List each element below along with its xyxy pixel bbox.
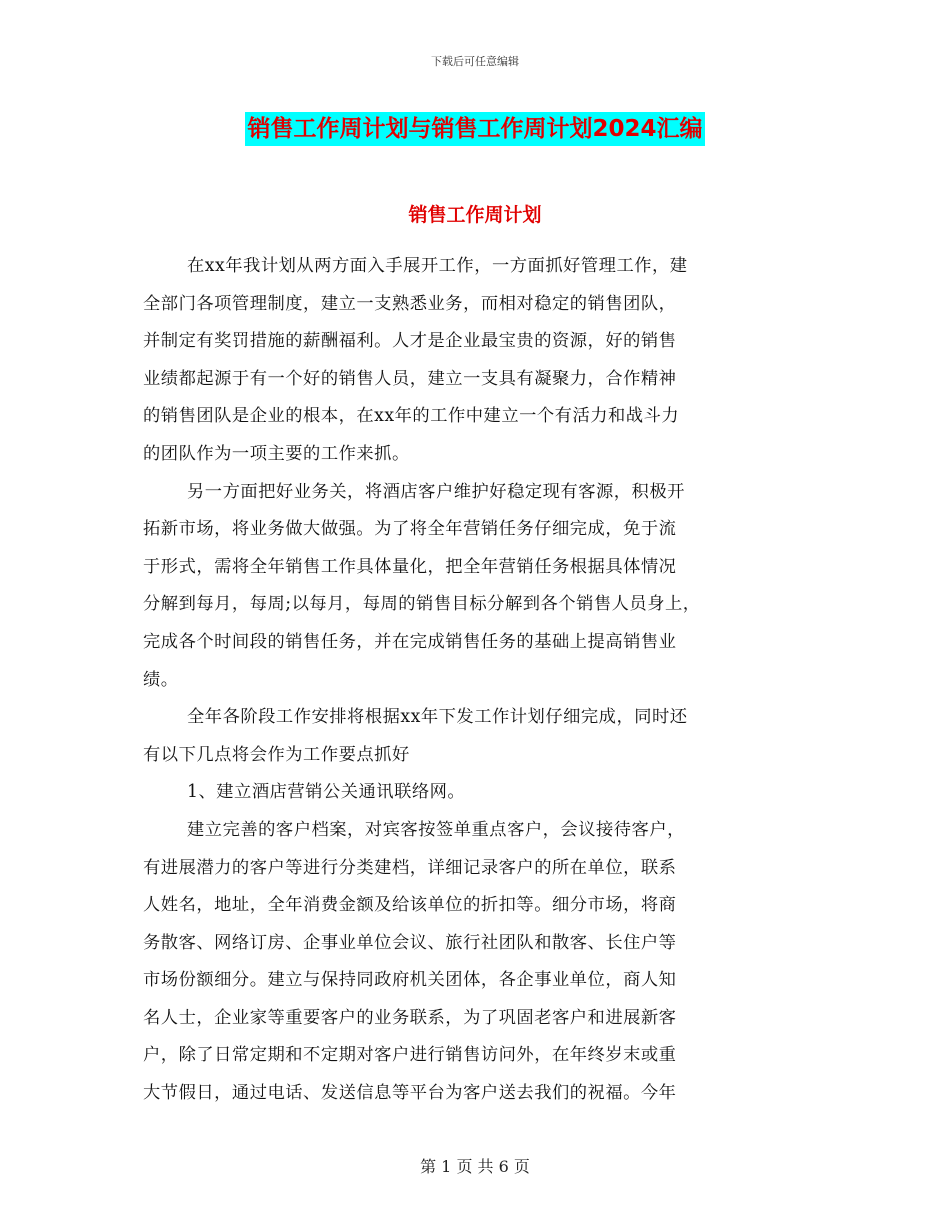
paragraph-line: 于形式，需将全年销售工作具体量化，把全年营销任务根据具体情况 [143,556,677,577]
paragraph-line: 另一方面把好业务关，将酒店客户维护好稳定现有客源，积极开 [187,481,685,502]
paragraph-line: 的销售团队是企业的根本，在xx年的工作中建立一个有活力和战斗力 [143,406,680,427]
paragraph-line: 拓新市场，将业务做大做强。为了将全年营销任务仔细完成，免于流 [143,519,677,540]
list-item-heading: 1、建立酒店营销公关通讯联络网。 [187,782,466,803]
paragraph-line: 大节假日，通过电话、发送信息等平台为客户送去我们的祝福。今年 [143,1083,677,1104]
document-title: 销售工作周计划与销售工作周计划2024汇编 [245,112,704,146]
paragraph-line: 绩。 [143,669,179,690]
paragraph-line: 的团队作为一项主要的工作来抓。 [143,443,410,464]
paragraph-line: 全年各阶段工作安排将根据xx年下发工作计划仔细完成，同时还 [187,707,688,728]
paragraph-line: 并制定有奖罚措施的薪酬福利。人才是企业最宝贵的资源，好的销售 [143,331,677,352]
paragraph-line: 全部门各项管理制度，建立一支熟悉业务，而相对稳定的销售团队， [143,293,677,314]
title-container [0,112,950,146]
paragraph-line: 户，除了日常定期和不定期对客户进行销售访问外，在年终岁末或重 [143,1045,677,1066]
page-number-footer: 第 1 页 共 6 页 [420,1157,530,1176]
document-body [143,248,823,1113]
page-header-note: 下载后可任意编辑 [431,55,519,68]
paragraph-line: 人姓名，地址，全年消费金额及给该单位的折扣等。细分市场，将商 [143,895,677,916]
paragraph-line: 市场份额细分。建立与保持同政府机关团体，各企事业单位，商人知 [143,970,677,991]
paragraph-line: 分解到每月，每周;以每月，每周的销售目标分解到各个销售人员身上， [143,594,701,615]
paragraph-line: 有进展潜力的客户等进行分类建档，详细记录客户的所在单位，联系 [143,857,677,878]
section-title: 销售工作周计划 [408,204,542,226]
paragraph-line: 有以下几点将会作为工作要点抓好 [143,744,410,765]
paragraph-line: 务散客、网络订房、企事业单位会议、旅行社团队和散客、长住户等 [143,932,677,953]
paragraph-line: 在xx年我计划从两方面入手展开工作，一方面抓好管理工作，建 [187,256,688,276]
paragraph-line: 业绩都起源于有一个好的销售人员，建立一支具有凝聚力，合作精神 [143,368,677,389]
paragraph-line: 完成各个时间段的销售任务，并在完成销售任务的基础上提高销售业 [143,631,677,652]
paragraph-line: 名人士，企业家等重要客户的业务联系，为了巩固老客户和进展新客 [143,1007,677,1028]
paragraph-line: 建立完善的客户档案，对宾客按签单重点客户，会议接待客户， [187,819,685,840]
